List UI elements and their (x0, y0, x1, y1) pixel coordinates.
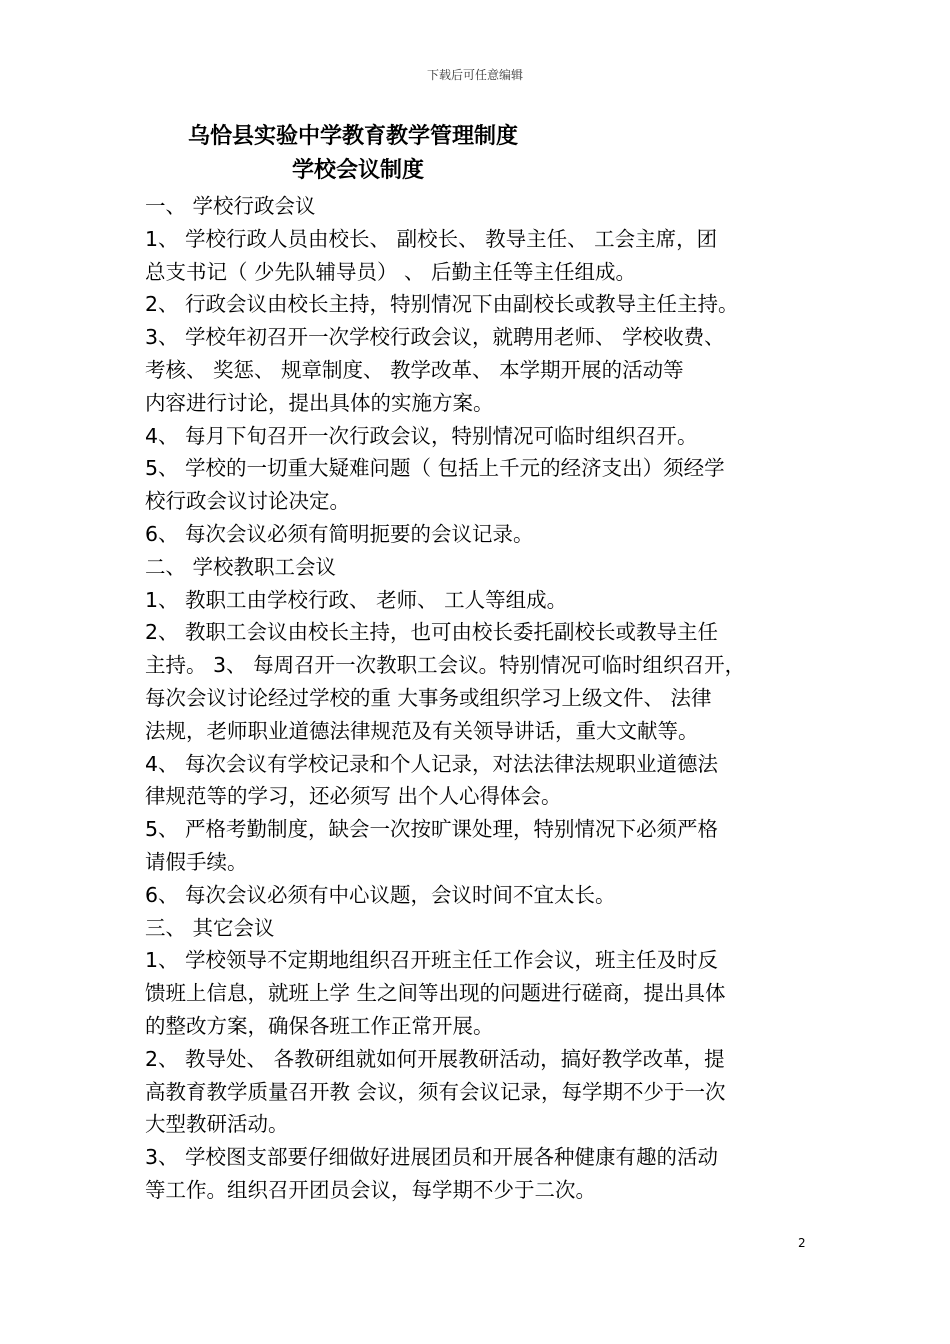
text-line: 3、 学校年初召开一次学校行政会议，就聘用老师、 学校收费、 (145, 325, 725, 350)
text-line: 6、 每次会议必须有中心议题，会议时间不宜太长。 (145, 882, 616, 907)
page-title: 乌恰县实验中学教育教学管理制度 (188, 124, 519, 149)
text-line: 5、 学校的一切重大疑难问题（ 包括上千元的经济支出）须经学 (145, 456, 725, 481)
header-note: 下载后可任意编辑 (426, 68, 523, 82)
text-line: 法规，老师职业道德法律规范及有关领导讲话，重大文献等。 (145, 718, 699, 743)
text-line: 3、 学校图支部要仔细做好进展团员和开展各种健康有趣的活动 (145, 1145, 719, 1170)
text-line: 馈班上信息，就班上学 生之间等出现的问题进行磋商，提出具体 (145, 981, 726, 1006)
text-line: 总支书记（ 少先队辅导员） 、 后勤主任等主任组成。 (145, 259, 637, 284)
text-line: 1、 学校行政人员由校长、 副校长、 教导主任、 工会主席，团 (145, 226, 718, 251)
text-line: 等工作。组织召开团员会议，每学期不少于二次。 (145, 1177, 596, 1202)
text-line: 请假手续。 (145, 849, 248, 874)
text-line: 1、 教职工由学校行政、 老师、 工人等组成。 (145, 587, 568, 612)
text-line: 2、 教导处、 各教研组就如何开展教研活动，搞好教学改革，提 (145, 1046, 725, 1071)
text-line: 校行政会议讨论决定。 (145, 489, 350, 514)
page-subtitle: 学校会议制度 (292, 158, 425, 183)
text-line: 主持。 3、 每周召开一次教职工会议。特别情况可临时组织召开， (145, 653, 746, 678)
text-line: 二、 学校教职工会议 (145, 554, 337, 579)
text-line: 4、 每月下旬召开一次行政会议，特别情况可临时组织召开。 (145, 423, 698, 448)
page-number: 2 (798, 1236, 806, 1250)
text-line: 考核、 奖惩、 规章制度、 教学改革、 本学期开展的活动等 (145, 357, 684, 382)
document-body (145, 190, 825, 1207)
text-line: 2、 教职工会议由校长主持，也可由校长委托副校长或教导主任 (145, 620, 719, 645)
text-line: 律规范等的学习，还必须写 出个人心得体会。 (145, 784, 562, 809)
text-line: 三、 其它会议 (145, 915, 275, 940)
text-line: 内容进行讨论，提出具体的实施方案。 (145, 390, 494, 415)
text-line: 大型教研活动。 (145, 1112, 289, 1137)
text-line: 5、 严格考勤制度，缺会一次按旷课处理，特别情况下必须严格 (145, 817, 719, 842)
text-line: 1、 学校领导不定期地组织召开班主任工作会议，班主任及时反 (145, 948, 719, 973)
text-line: 高教育教学质量召开教 会议，须有会议记录，每学期不少于一次 (145, 1079, 726, 1104)
text-line: 每次会议讨论经过学校的重 大事务或组织学习上级文件、 法律 (145, 685, 712, 710)
text-line: 的整改方案，确保各班工作正常开展。 (145, 1013, 494, 1038)
text-line: 一、 学校行政会议 (145, 194, 316, 218)
text-line: 2、 行政会议由校长主持，特别情况下由副校长或教导主任主持。 (145, 292, 739, 317)
text-line: 6、 每次会议必须有简明扼要的会议记录。 (145, 521, 534, 546)
text-line: 4、 每次会议有学校记录和个人记录，对法法律法规职业道德法 (145, 751, 719, 776)
